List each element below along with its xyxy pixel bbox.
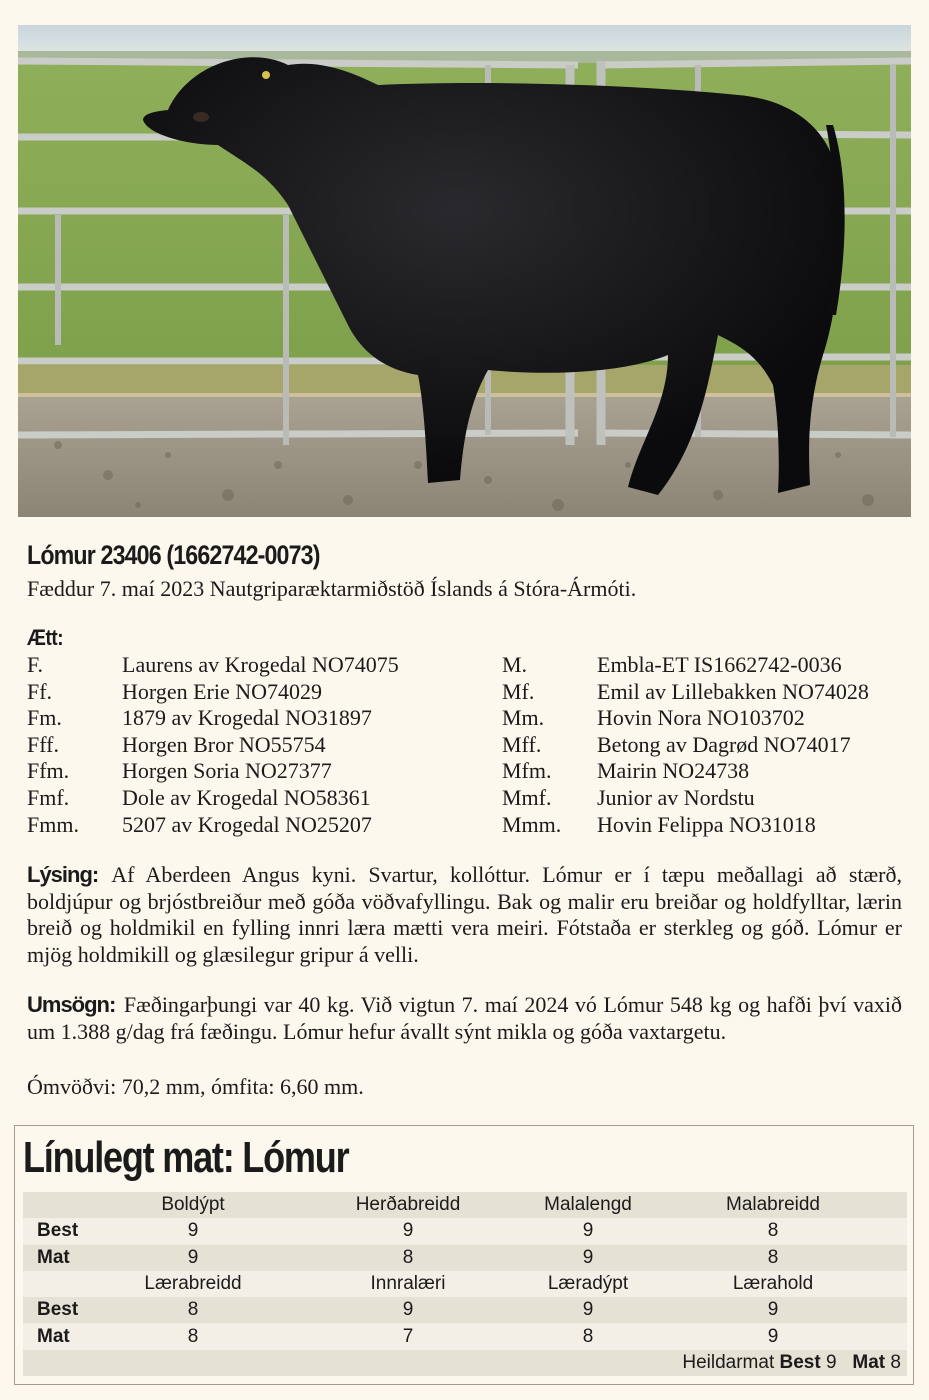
table-cell: 8 bbox=[767, 1220, 779, 1242]
column-header: Herðabreidd bbox=[355, 1194, 461, 1216]
row-label: Mat bbox=[37, 1325, 70, 1347]
overall-mat-value: 8 bbox=[890, 1351, 901, 1373]
pedigree-code: Fff. bbox=[27, 731, 59, 757]
pedigree-code: M. bbox=[502, 652, 528, 677]
table-cell: 8 bbox=[767, 1246, 779, 1268]
pedigree-row bbox=[502, 732, 869, 759]
pedigree-code: Mfm. bbox=[502, 758, 552, 784]
table-cell: 9 bbox=[582, 1220, 594, 1242]
pedigree-row bbox=[27, 812, 399, 839]
table-cell: 8 bbox=[402, 1246, 414, 1268]
overall-best-value: 9 bbox=[825, 1351, 837, 1373]
pedigree-code: Mmf. bbox=[502, 784, 552, 810]
table-cell: 9 bbox=[767, 1325, 779, 1347]
table-header-row bbox=[23, 1271, 907, 1297]
pedigree-name: Betong av Dagrød NO74017 bbox=[597, 731, 851, 757]
assessment-label: Umsögn: bbox=[27, 992, 116, 1017]
table-row bbox=[23, 1323, 907, 1349]
overall-score-row bbox=[23, 1350, 907, 1376]
overall-label: Heildarmat bbox=[682, 1351, 775, 1373]
row-label: Mat bbox=[37, 1246, 70, 1268]
table-row bbox=[23, 1245, 907, 1271]
pedigree-name: Horgen Bror NO55754 bbox=[122, 731, 326, 757]
pedigree-code: Ffm. bbox=[27, 758, 70, 784]
pedigree-name: Hovin Nora NO103702 bbox=[597, 705, 805, 731]
description-paragraph bbox=[27, 862, 902, 968]
measurements-text: Ómvöðvi: 70,2 mm, ómfita: 6,60 mm. bbox=[27, 1074, 364, 1099]
pedigree-code: Mmm. bbox=[502, 811, 562, 837]
pedigree-code: Mf. bbox=[502, 678, 535, 704]
birth-info: Fæddur 7. maí 2023 Nautgriparæktarmiðstöð Íslands á Stóra-Ármóti. bbox=[27, 576, 637, 601]
pedigree-code: Mm. bbox=[502, 705, 545, 731]
row-label: Best bbox=[37, 1299, 79, 1321]
evaluation-title: Línulegt mat: Lómur bbox=[23, 1133, 349, 1182]
pedigree-name: Dole av Krogedal NO58361 bbox=[122, 784, 371, 810]
pedigree-dam-side bbox=[502, 652, 869, 838]
linear-evaluation-box bbox=[14, 1125, 914, 1385]
pedigree-row bbox=[27, 705, 399, 732]
table-cell: 9 bbox=[187, 1220, 199, 1242]
pedigree-code: Mff. bbox=[502, 731, 542, 757]
pedigree-name: Horgen Erie NO74029 bbox=[122, 678, 322, 704]
pedigree-code: Fm. bbox=[27, 705, 62, 731]
table-cell: 9 bbox=[402, 1220, 414, 1242]
column-header: Innralæri bbox=[370, 1273, 446, 1295]
pedigree-name: Laurens av Krogedal NO74075 bbox=[122, 652, 399, 677]
pedigree-code: F. bbox=[27, 652, 43, 677]
overall-best-label: Best bbox=[779, 1351, 821, 1373]
table-cell: 8 bbox=[187, 1325, 199, 1347]
table-cell: 9 bbox=[582, 1299, 594, 1321]
pedigree-name: Horgen Soria NO27377 bbox=[122, 758, 332, 784]
pedigree-heading bbox=[27, 625, 69, 651]
page-title: Lómur 23406 (1662742-0073) bbox=[27, 540, 320, 570]
pedigree-label: Ætt: bbox=[27, 625, 64, 650]
table-cell: 7 bbox=[402, 1325, 414, 1347]
pedigree-row bbox=[502, 652, 869, 679]
table-cell: 9 bbox=[767, 1299, 779, 1321]
description-label: Lýsing: bbox=[27, 862, 99, 887]
table-header-row bbox=[23, 1192, 907, 1218]
pedigree-name: 1879 av Krogedal NO31897 bbox=[122, 705, 372, 731]
pedigree-row bbox=[27, 758, 399, 785]
pedigree-row bbox=[502, 705, 869, 732]
pedigree-name: 5207 av Krogedal NO25207 bbox=[122, 811, 372, 837]
column-header: Lærabreidd bbox=[144, 1273, 242, 1295]
column-header: Malalengd bbox=[544, 1194, 632, 1216]
bull-photo bbox=[18, 25, 911, 517]
pedigree-row bbox=[502, 812, 869, 839]
table-cell: 9 bbox=[187, 1246, 199, 1268]
pedigree-name: Junior av Nordstu bbox=[597, 784, 755, 810]
bull-photo-icon bbox=[18, 25, 911, 517]
column-header: Boldýpt bbox=[161, 1194, 225, 1216]
pedigree-row bbox=[27, 785, 399, 812]
assessment-paragraph bbox=[27, 992, 902, 1045]
pedigree-code: Fmf. bbox=[27, 784, 70, 810]
row-label: Best bbox=[37, 1220, 79, 1242]
pedigree-code: Ff. bbox=[27, 678, 53, 704]
table-cell: 9 bbox=[402, 1299, 414, 1321]
pedigree-sire-side bbox=[27, 652, 399, 838]
pedigree-name: Emil av Lillebakken NO74028 bbox=[597, 678, 869, 704]
pedigree-name: Embla-ET IS1662742-0036 bbox=[597, 652, 842, 677]
pedigree-name: Mairin NO24738 bbox=[597, 758, 750, 784]
pedigree-row bbox=[502, 785, 869, 812]
column-header: Lærahold bbox=[732, 1273, 814, 1295]
pedigree-name: Hovin Felippa NO31018 bbox=[597, 811, 816, 837]
table-row bbox=[23, 1218, 907, 1244]
pedigree-row bbox=[502, 758, 869, 785]
table-cell: 9 bbox=[582, 1246, 594, 1268]
table-cell: 8 bbox=[187, 1299, 199, 1321]
pedigree-row bbox=[27, 732, 399, 759]
pedigree-code: Fmm. bbox=[27, 811, 79, 837]
overall-mat-label: Mat bbox=[852, 1351, 886, 1373]
column-header: Malabreidd bbox=[726, 1194, 820, 1216]
evaluation-table bbox=[23, 1192, 907, 1376]
pedigree-row bbox=[502, 679, 869, 706]
column-header: Læradýpt bbox=[547, 1273, 629, 1295]
description-text: Af Aberdeen Angus kyni. Svartur, kollóttur. Lómur er í tæpu meðallagi að stærð, boldjúpur og brjóstbreiður með góða vöðvafyllingu. Bak og malir eru breiðar og holdfylltar, lærin breið og holdmikil en fylling innri læra mætti vera meiri. Fótstaða er sterkleg og góð. Lómur er mjög holdmikill og glæsilegur gripur á velli. bbox=[27, 862, 902, 967]
pedigree-row bbox=[27, 652, 399, 679]
table-row bbox=[23, 1297, 907, 1323]
table-cell: 8 bbox=[582, 1325, 594, 1347]
pedigree-row bbox=[27, 679, 399, 706]
assessment-text: Fæðingarþungi var 40 kg. Við vigtun 7. maí 2024 vó Lómur 548 kg og hafði því vaxið um 1.388 g/dag frá fæðingu. Lómur hefur ávallt sýnt mikla og góða vaxtargetu. bbox=[27, 992, 902, 1044]
